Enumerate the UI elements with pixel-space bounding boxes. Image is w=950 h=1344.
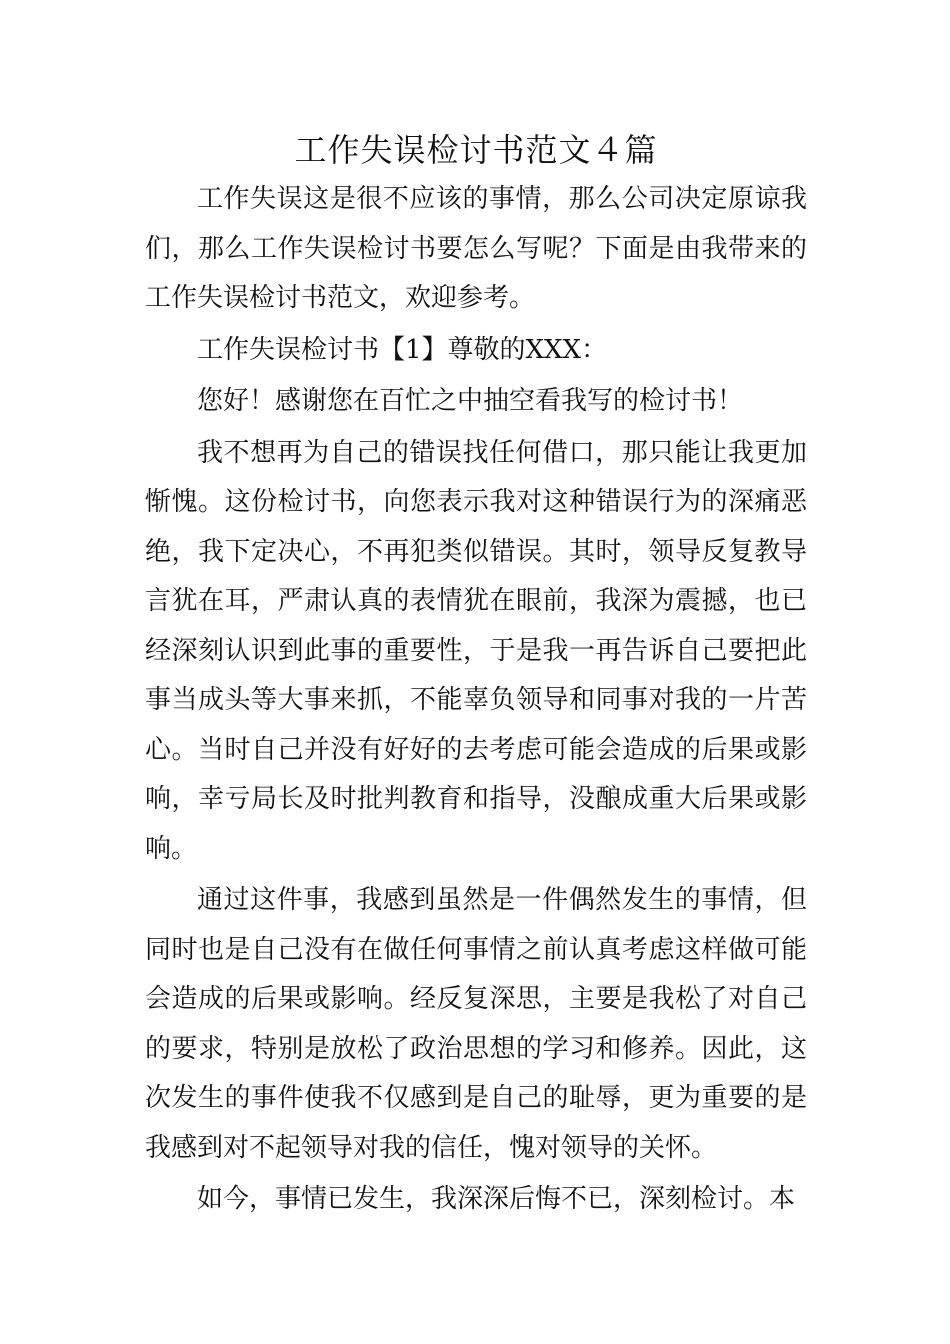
body-paragraph-2: 通过这件事，我感到虽然是一件偶然发生的事情，但同时也是自己没有在做任何事情之前认真考虑这样做可能会造成的后果或影响。经反复深思，主要是我松了对自己的要求，特别是放松了政治思想的学习和修养。因此，这次发生的事件使我不仅感到是自己的耻辱，更为重要的是我感到对不起领导对我的信任，愧对领导的关怀。 (145, 885, 807, 1163)
letter-heading: 工作失误检讨书【1】尊敬的XXX： (197, 334, 608, 365)
body-paragraph-3: 如今，事情已发生，我深深后悔不已，深刻检讨。本 (197, 1184, 796, 1214)
intro-paragraph: 工作失误这是很不应该的事情，那么公司决定原谅我们，那么工作失误检讨书要怎么写呢？下面是由我带来的工作失误检讨书范文，欢迎参考。 (145, 184, 807, 313)
greeting-paragraph: 您好！感谢您在百忙之中抽空看我写的检讨书！ (197, 386, 744, 416)
document-title: 工作失误检讨书范文４篇 (294, 131, 658, 169)
document-page (145, 125, 807, 1225)
body-paragraph-1: 我不想再为自己的错误找任何借口，那只能让我更加惭愧。这份检讨书，向您表示我对这种错误行为的深痛恶绝，我下定决心，不再犯类似错误。其时，领导反复教导言犹在耳，严肃认真的表情犹在眼前，我深为震撼，也已经深刻认识到此事的重要性，于是我一再告诉自己要把此事当成头等大事来抓，不能辜负领导和同事对我的一片苦心。当时自己并没有好好的去考虑可能会造成的后果或影响，幸亏局长及时批判教育和指导，没酿成重大后果或影响。 (145, 437, 807, 864)
